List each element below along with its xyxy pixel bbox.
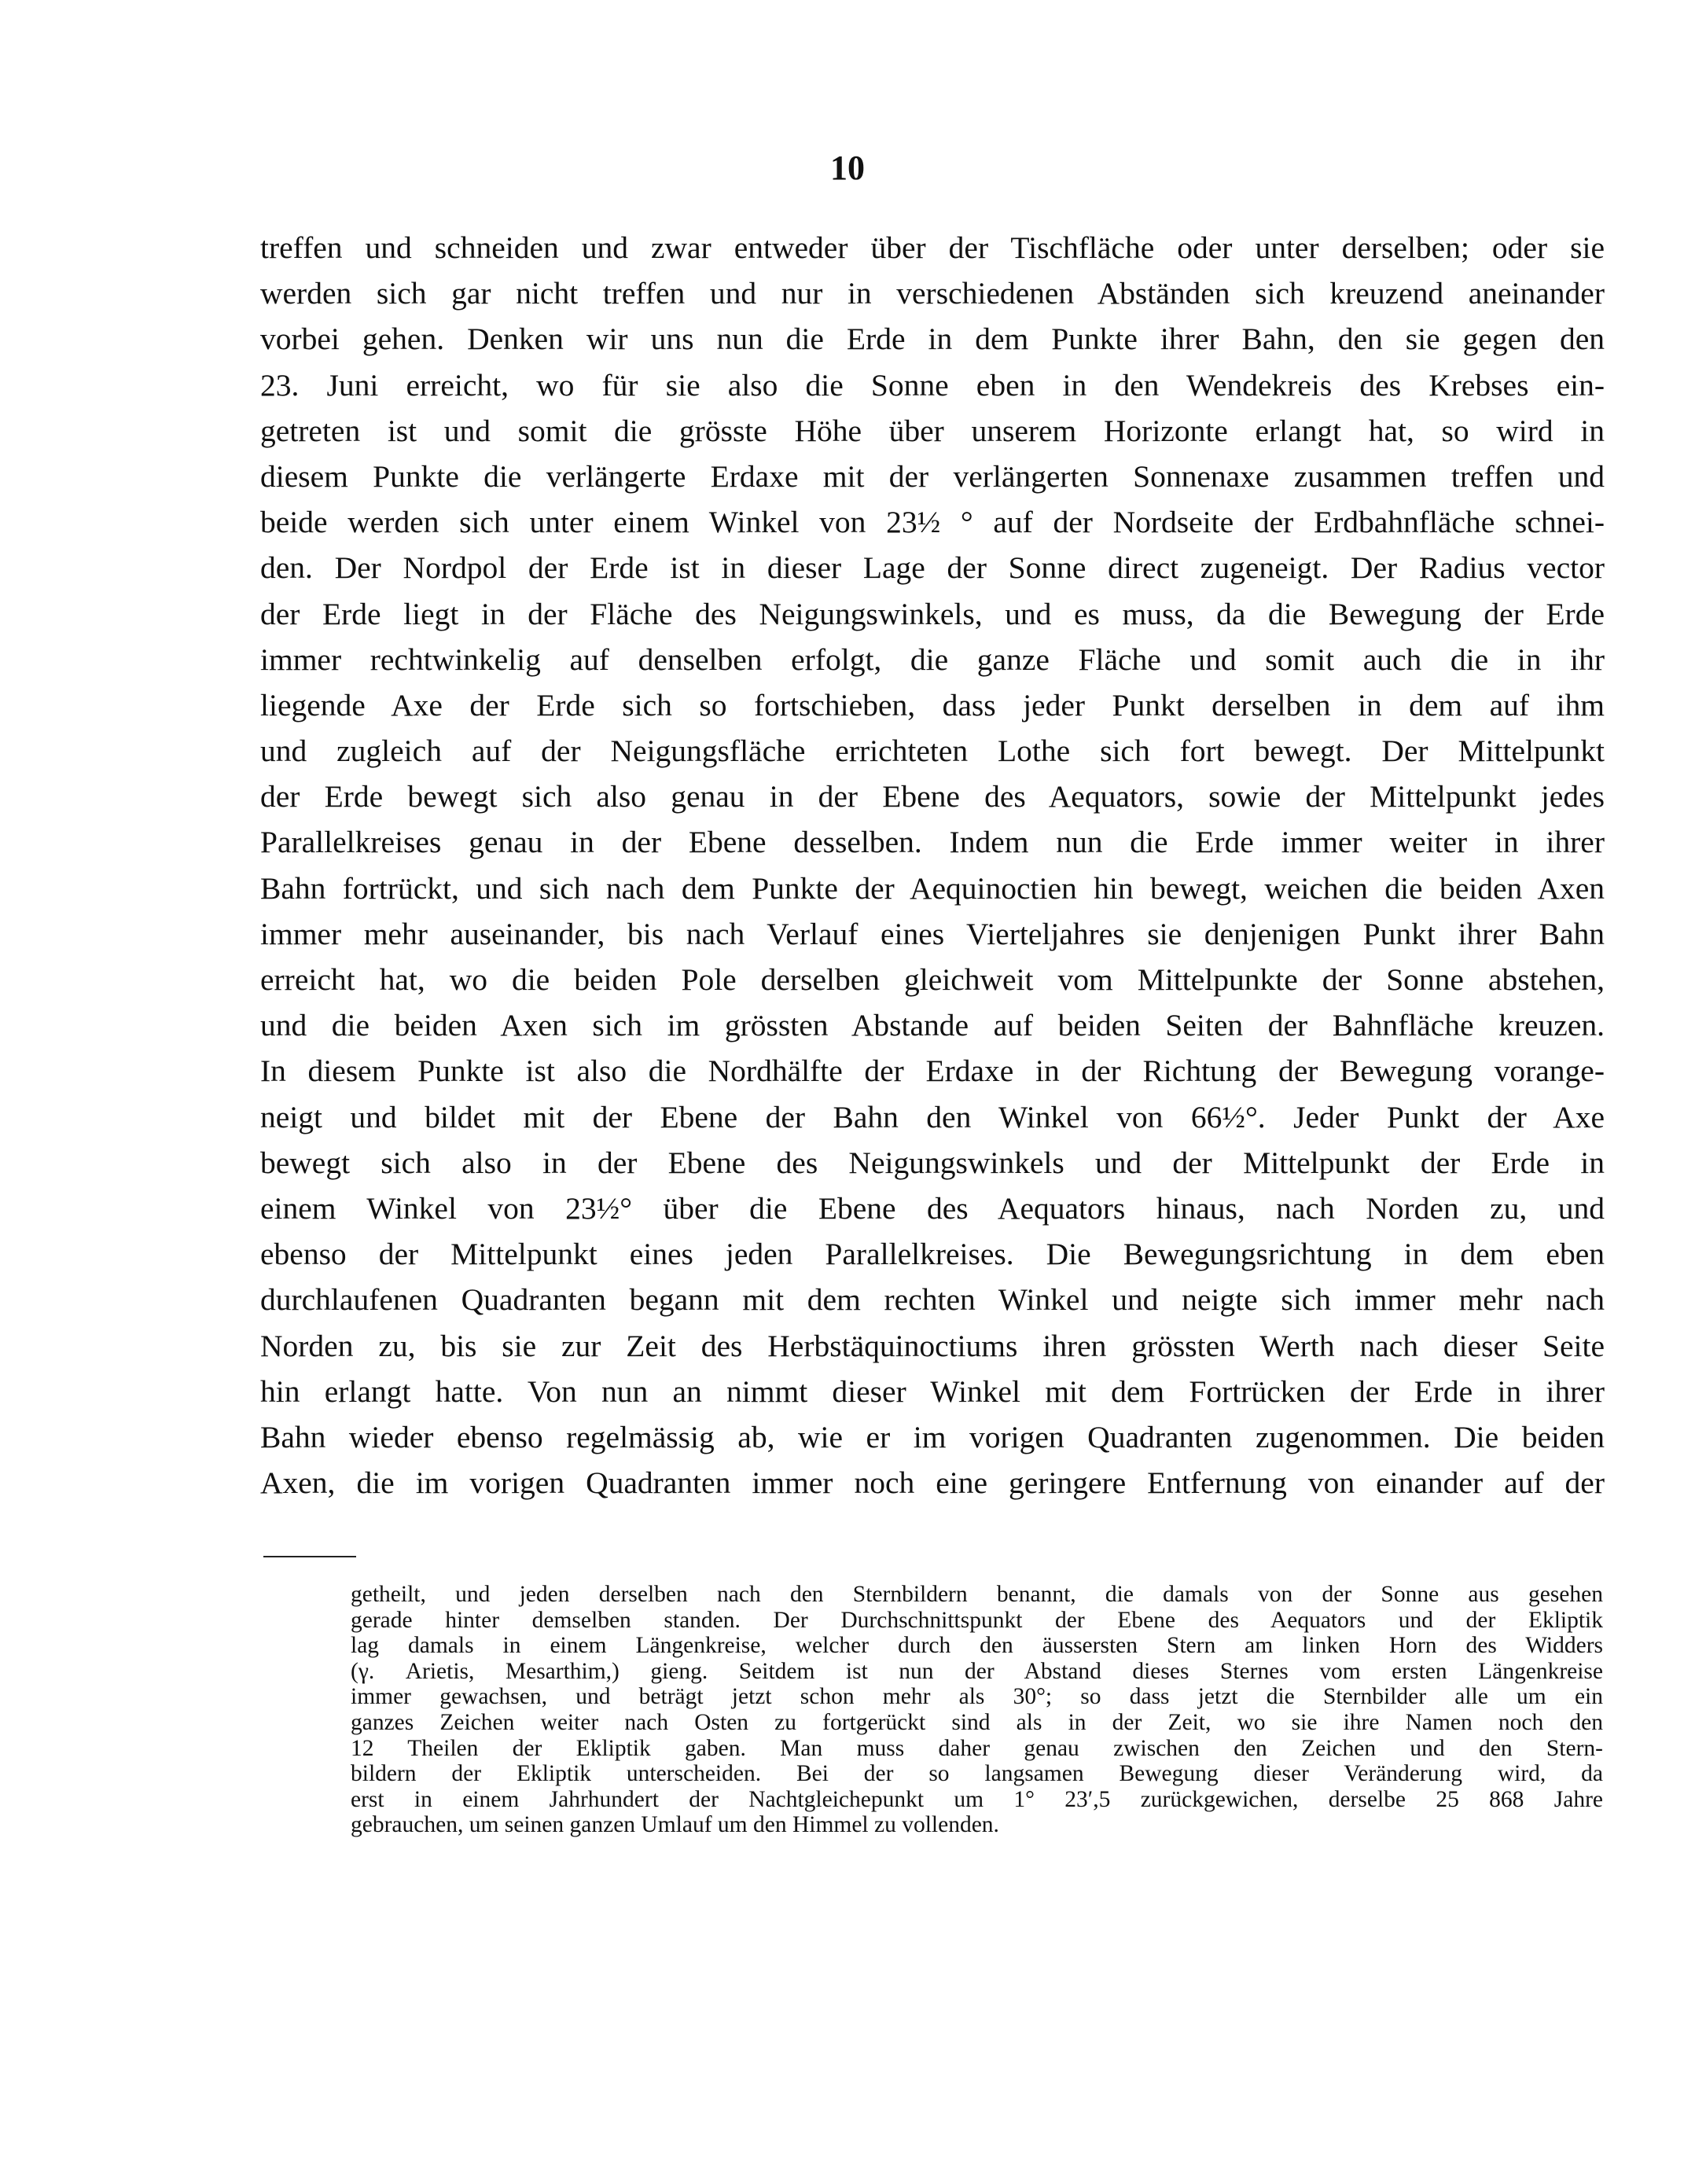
text-line: erreicht hat, wo die beiden Pole derselben gleichweit vom Mittelpunkte der Sonne abstehen, [260,962,1605,997]
text-line: liegende Axe der Erde sich so fortschieben, dass jeder Punkt derselben in dem auf ihm [260,687,1605,722]
footnote-line: (γ. Arietis, Mesarthim,) gieng. Seitdem ist nun der Abstand dieses Sternes vom ersten Längenkreise [351,1658,1603,1684]
text-line: einem Winkel von 23½° über die Ebene des Aequators hinaus, nach Norden zu, und [260,1190,1605,1226]
text-line: treffen und schneiden und zwar entweder über der Tischfläche oder unter derselben; oder sie [260,230,1605,265]
text-line: bewegt sich also in der Ebene des Neigungswinkels und der Mittelpunkt der Erde in [260,1145,1605,1180]
footnote-line: lag damals in einem Längenkreise, welcher durch den äussersten Stern am linken Horn des Widders [351,1633,1603,1659]
text-line: Bahn wieder ebenso regelmässig ab, wie er im vorigen Quadranten zugenommen. Die beiden [260,1419,1605,1454]
text-line: durchlaufenen Quadranten begann mit dem rechten Winkel und neigte sich immer mehr nach [260,1282,1605,1318]
text-line: ebenso der Mittelpunkt eines jeden Parallelkreises. Die Bewegungsrichtung in dem eben [260,1237,1605,1272]
text-line: Bahn fortrückt, und sich nach dem Punkte der Aequinoctien hin bewegt, weichen die beiden Axen [260,870,1605,906]
text-line: und die beiden Axen sich im grössten Abstande auf beiden Seiten der Bahnfläche kreuzen. [260,1008,1605,1043]
text-line: Axen, die im vorigen Quadranten immer noch eine geringere Entfernung von einander auf der [260,1465,1605,1501]
text-line: und zugleich auf der Neigungsfläche errichteten Lothe sich fort bewegt. Der Mittelpunkt [260,734,1605,769]
footnote-line: gebrauchen, um seinen ganzen Umlauf um den Himmel zu vollenden. [351,1812,999,1838]
text-line: hin erlangt hatte. Von nun an nimmt dieser Winkel mit dem Fortrücken der Erde in ihrer [260,1373,1605,1409]
text-line: der Erde bewegt sich also genau in der Ebene des Aequators, sowie der Mittelpunkt jedes [260,779,1605,814]
text-line: der Erde liegt in der Fläche des Neigungswinkels, und es muss, da die Bewegung der Erde [260,596,1605,631]
footnote-line: getheilt, und jeden derselben nach den Sternbildern benannt, die damals von der Sonne aus gesehen [351,1582,1603,1607]
footnote-line: erst in einem Jahrhundert der Nachtgleichepunkt um 1° 23′,5 zurückgewichen, derselbe 25 868 Jahre [351,1786,1603,1812]
text-line: Norden zu, bis sie zur Zeit des Herbstäquinoctiums ihren grössten Werth nach dieser Seite [260,1328,1605,1363]
footnote-line: gerade hinter demselben standen. Der Durchschnittspunkt der Ebene des Aequators und der Ekliptik [351,1607,1603,1633]
text-line: In diesem Punkte ist also die Nordhälfte der Erdaxe in der Richtung der Bewegung vorange- [260,1053,1605,1089]
footnote-line: bildern der Ekliptik unterscheiden. Bei der so langsamen Bewegung dieser Veränderung wird, da [351,1761,1603,1787]
text-line: diesem Punkte die verlängerte Erdaxe mit der verlängerten Sonnenaxe zusammen treffen und [260,458,1605,494]
page-number: 10 [830,149,865,187]
main-text [260,225,1605,1506]
footnote-line: 12 Theilen der Ekliptik gaben. Man muss daher genau zwischen den Zeichen und den Stern- [351,1735,1603,1761]
text-line: werden sich gar nicht treffen und nur in verschiedenen Abständen sich kreuzend aneinander [260,276,1605,311]
text-line: getreten ist und somit die grösste Höhe über unserem Horizonte erlangt hat, so wird in [260,413,1605,448]
footnote-separator [263,1556,356,1557]
footnote-line: immer gewachsen, und beträgt jetzt schon mehr als 30°; so dass jetzt die Sternbilder alle um ein [351,1684,1603,1710]
text-line: neigt und bildet mit der Ebene der Bahn den Winkel von 66½°. Jeder Punkt der Axe [260,1099,1605,1134]
text-line: vorbei gehen. Denken wir uns nun die Erde in dem Punkte ihrer Bahn, den sie gegen den [260,322,1605,357]
text-line: den. Der Nordpol der Erde ist in dieser Lage der Sonne direct zugeneigt. Der Radius vector [260,550,1605,586]
footnote [351,1582,1603,1838]
text-line: 23. Juni erreicht, wo für sie also die Sonne eben in den Wendekreis des Krebses ein- [260,367,1605,403]
text-line: Parallelkreises genau in der Ebene desselben. Indem nun die Erde immer weiter in ihrer [260,825,1605,860]
footnote-line: ganzes Zeichen weiter nach Osten zu fortgerückt sind als in der Zeit, wo sie ihre Namen noch den [351,1709,1603,1735]
text-line: immer mehr auseinander, bis nach Verlauf eines Vierteljahres sie denjenigen Punkt ihrer Bahn [260,916,1605,951]
text-line: immer rechtwinkelig auf denselben erfolgt, die ganze Fläche und somit auch die in ihr [260,642,1605,677]
text-line: beide werden sich unter einem Winkel von 23½ ° auf der Nordseite der Erdbahnfläche schnei- [260,505,1605,540]
